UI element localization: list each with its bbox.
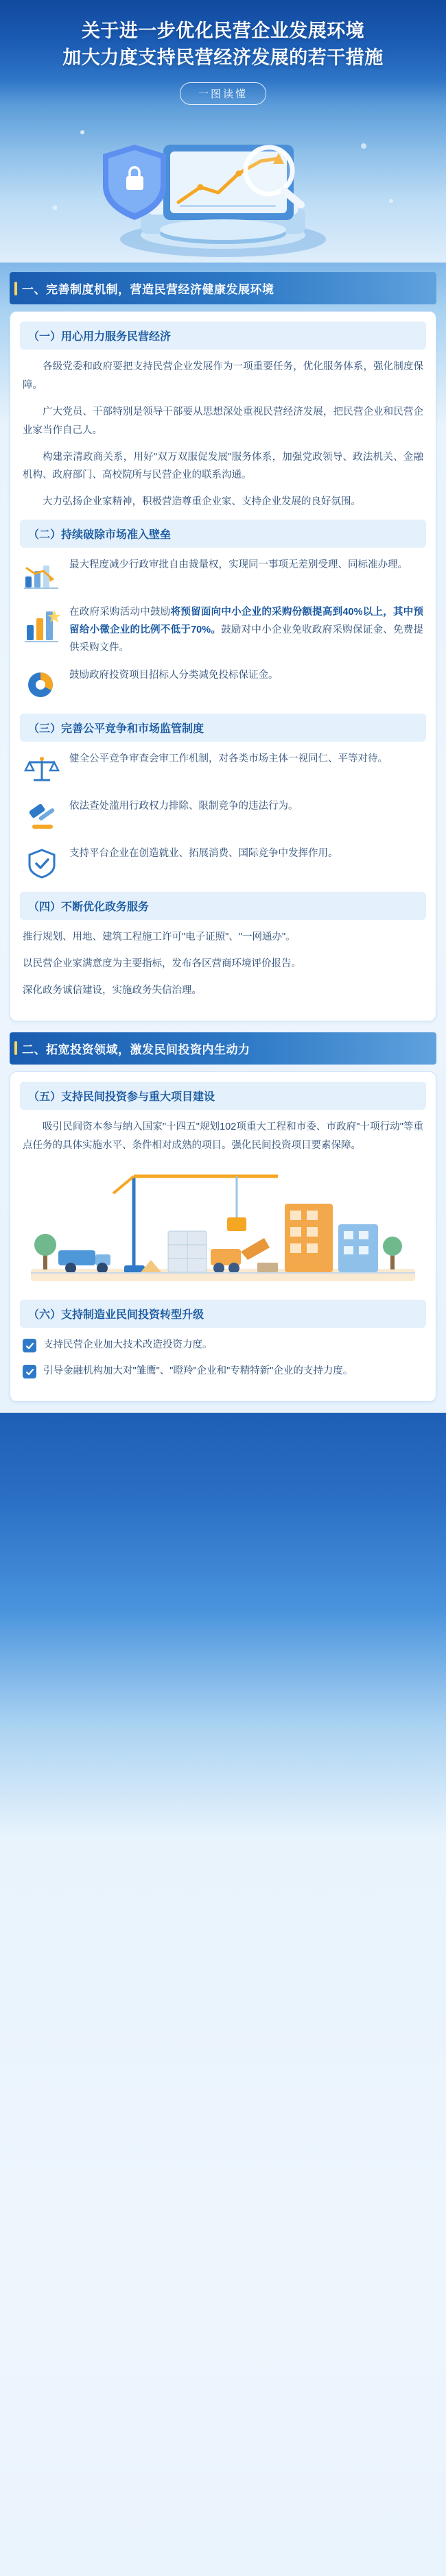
- bullet-row: [23, 797, 423, 835]
- paragraph: 深化政务诚信建设，实施政务失信治理。: [23, 984, 202, 996]
- pie-chart-icon: [23, 666, 61, 704]
- text-part-3: 鼓励对中小企业免收政府采购保证金、免费提供采购文件。: [69, 624, 423, 654]
- checklist-item: [23, 1362, 423, 1380]
- construction-site-illustration: [31, 1163, 415, 1293]
- paragraph: 吸引民间资本参与纳入国家"十四五"规划102项重大工程和市委、市政府"十项行动"等重点任务的具体实施水平、条件相对成熟的项目。强化民间投资项目要素保障。: [23, 1121, 423, 1151]
- bar-chart-down-icon: [23, 556, 61, 594]
- subheading-1: （一）用心用力服务民营经济: [20, 321, 426, 350]
- page-title-line2: 加大力度支持民营经济发展的若干措施: [62, 47, 384, 69]
- bullet-row: [23, 666, 423, 704]
- subtitle-badge: 一图读懂: [180, 82, 266, 105]
- section-2-card: [10, 1071, 436, 1402]
- check-icon: [23, 1339, 36, 1352]
- checklist-text: 引导金融机构加大对"雏鹰"、"瞪羚"企业和"专精特新"企业的支持力度。: [43, 1365, 353, 1377]
- bullet-row-procurement: [23, 603, 423, 657]
- page-title-line1: 关于进一步优化民营企业发展环境: [81, 21, 365, 41]
- paragraph: 各级党委和政府要把支持民营企业发展作为一项重要任务，优化服务体系，强化制度保障。: [23, 361, 423, 391]
- check-icon: [23, 1365, 36, 1378]
- procurement-chart-icon: [23, 603, 61, 651]
- subheading-4: （四）不断优化政务服务: [20, 892, 426, 920]
- bullet-row: [23, 556, 423, 594]
- hero-illustration: [0, 105, 446, 263]
- bullet-text: 最大程度减少行政审批自由裁量权，实现同一事项无差别受理、同标准办理。: [69, 559, 408, 570]
- paragraph: 以民营企业家满意度为主要指标，发布各区营商环境评价报告。: [23, 958, 301, 970]
- scales-icon: [23, 750, 61, 788]
- paragraph: 推行规划、用地、建筑工程施工许可"电子证照"、"一网通办"。: [23, 932, 296, 943]
- gavel-icon: [23, 797, 61, 835]
- section-1-card: [10, 311, 436, 1021]
- checklist-text: 支持民营企业加大技术改造投资力度。: [43, 1339, 213, 1351]
- paragraph: 广大党员、干部特别是领导干部要从思想深处重视民营经济发展，把民营企业和民营企业家当作自己人。: [23, 406, 423, 436]
- bullet-row: [23, 845, 423, 882]
- subheading-2: （二）持续破除市场准入壁垒: [20, 520, 426, 548]
- checklist-item: [23, 1336, 423, 1354]
- subheading-5: （五）支持民间投资参与重大项目建设: [20, 1082, 426, 1110]
- bullet-text-procurement: [69, 603, 423, 657]
- section-banner-2: 二、拓宽投资领域，激发民间投资内生动力: [10, 1032, 436, 1065]
- bullet-text: 鼓励政府投资项目招标人分类减免投标保证金。: [69, 670, 279, 681]
- subheading-6: （六）支持制造业民间投资转型升级: [20, 1300, 426, 1328]
- subheading-3: （三）完善公平竞争和市场监管制度: [20, 714, 426, 742]
- page-title: [21, 18, 425, 71]
- subtitle-container: [21, 82, 425, 105]
- hero-graphic: [0, 105, 446, 263]
- bullet-text: 依法查处滥用行政权力排除、限制竞争的违法行为。: [69, 801, 298, 812]
- page-header: [0, 0, 446, 105]
- paragraph: 大力弘扬企业家精神，积极营造尊重企业家、支持企业发展的良好氛围。: [43, 496, 361, 508]
- text-part-1: 在政府采购活动中鼓励: [69, 606, 171, 618]
- bullet-text: 健全公平竞争审查会审工作机制，对各类市场主体一视同仁、平等对待。: [69, 753, 388, 765]
- text-part-2-emphasis: 将预留面向中小企业的采购份额提高到40%以上，其中预留给小微企业的比例不低于70%。: [69, 606, 423, 636]
- section-banner-1: 一、完善制度机制，营造民营经济健康发展环境: [10, 272, 436, 304]
- bullet-text: 支持平台企业在创造就业、拓展消费、国际竞争中发挥作用。: [69, 848, 338, 860]
- bullet-row: [23, 750, 423, 788]
- shield-check-icon: [23, 845, 61, 882]
- paragraph: 构建亲清政商关系，用好"双万双服促发展"服务体系，加强党政领导、政法机关、金融机构、政府部门、高校院所与民营企业的联系沟通。: [23, 451, 423, 481]
